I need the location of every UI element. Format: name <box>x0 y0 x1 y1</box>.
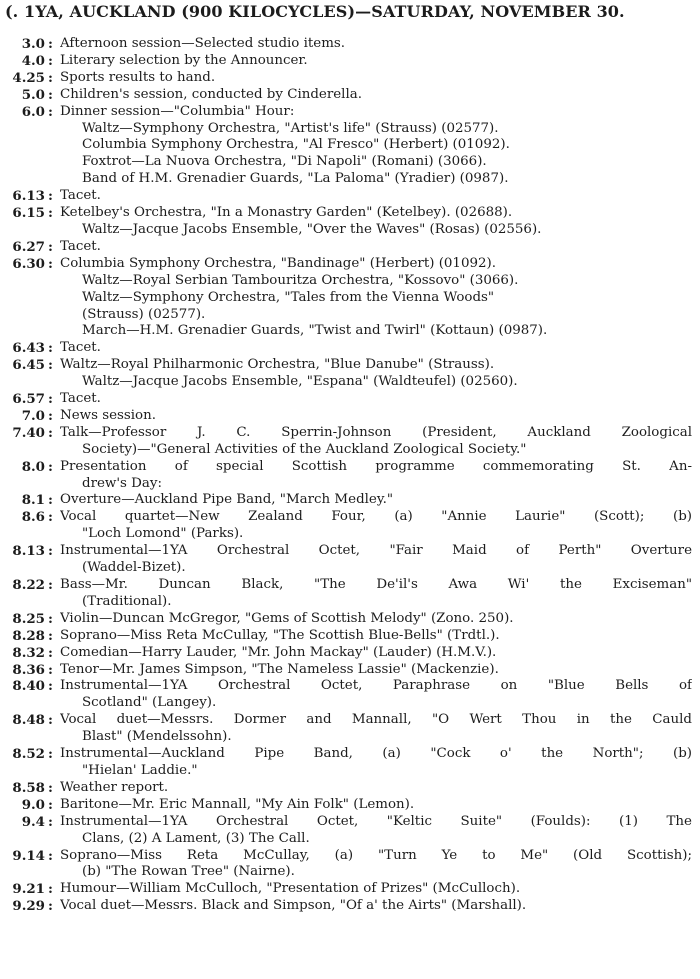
entry-time: 6.30 <box>12 255 45 272</box>
entry-separator: : <box>48 238 53 255</box>
entry-separator: : <box>48 424 53 441</box>
entry-time: 6.57 <box>12 391 45 408</box>
entry-description <box>60 814 700 848</box>
entry-time: 7.0 <box>21 407 45 424</box>
entry-description <box>60 662 700 679</box>
entry-line: Tacet. <box>60 238 101 254</box>
entry-separator: : <box>48 492 53 509</box>
entry-line: News session. <box>60 407 156 423</box>
entry-description <box>60 780 700 797</box>
entry-separator: : <box>48 69 53 86</box>
entry-line: Waltz—Jacque Jacobs Ensemble, "Over the Waves" (Rosas) (02556). <box>82 221 542 237</box>
entry-line: Presentation of special Scottish programme commemorating St. An- <box>60 458 692 474</box>
entry-separator: : <box>48 103 53 120</box>
entry-time: 6.13 <box>12 188 45 205</box>
programme-entry <box>0 712 700 746</box>
entry-line: Waltz—Symphony Orchestra, "Artist's life" (Strauss) (02577). <box>82 120 499 136</box>
programme-entry <box>0 239 700 256</box>
entry-line: Waltz—Symphony Orchestra, "Tales from the Vienna Woods" <box>82 289 495 305</box>
entry-separator: : <box>48 340 53 357</box>
entry-line: "Hielan' Laddie." <box>82 762 198 778</box>
programme-entry <box>0 36 700 53</box>
entry-line: Talk—Professor J. C. Sperrin-Johnson (President, Auckland Zoological <box>60 424 692 440</box>
programme-entry <box>0 205 700 239</box>
entry-line: Tenor—Mr. James Simpson, "The Nameless Lassie" (Mackenzie). <box>60 661 499 677</box>
entry-description <box>60 205 700 239</box>
entry-separator: : <box>48 509 53 526</box>
entry-description <box>60 70 700 87</box>
entry-line: Tacet. <box>60 340 101 356</box>
entry-separator: : <box>48 678 53 695</box>
programme-entry <box>0 425 700 459</box>
entry-description <box>60 509 700 543</box>
entry-separator: : <box>48 255 53 272</box>
programme-entry <box>0 797 700 814</box>
entry-line: Comedian—Harry Lauder, "Mr. John Mackay" (Lauder) (H.M.V.). <box>60 644 497 660</box>
programme-entry <box>0 53 700 70</box>
programme-entry <box>0 357 700 391</box>
programme-entry <box>0 662 700 679</box>
entry-line: Columbia Symphony Orchestra, "Bandinage" (Herbert) (01092). <box>60 255 496 271</box>
entry-separator: : <box>48 52 53 69</box>
entry-line: Vocal quartet—New Zealand Four, (a) "Annie Laurie" (Scott); (b) <box>60 509 692 525</box>
entry-line: Vocal duet—Messrs. Black and Simpson, "Of a' the Airts" (Marshall). <box>60 898 527 914</box>
entry-line: Instrumental—1YA Orchestral Octet, "Keltic Suite" (Foulds): (1) The <box>60 813 692 829</box>
entry-time: 8.13 <box>12 543 45 560</box>
programme-entry <box>0 543 700 577</box>
entry-time: 8.32 <box>12 644 45 661</box>
entry-time: 6.45 <box>12 357 45 374</box>
entry-description <box>60 459 700 493</box>
entry-time: 8.1 <box>21 492 45 509</box>
programme-entry <box>0 678 700 712</box>
entry-line: Sports results to hand. <box>60 69 216 85</box>
programme-entry <box>0 104 700 189</box>
entry-line: Waltz—Jacque Jacobs Ensemble, "Espana" (Waldteufel) (02560). <box>82 374 518 390</box>
entry-line: (b) "The Rowan Tree" (Nairne). <box>82 864 295 880</box>
entry-line: Tacet. <box>60 391 101 407</box>
entry-time: 9.4 <box>21 813 45 830</box>
entry-description <box>60 746 700 780</box>
entry-line: Overture—Auckland Pipe Band, "March Medley." <box>60 492 394 508</box>
entry-time: 6.15 <box>12 205 45 222</box>
entry-line: Columbia Symphony Orchestra, "Al Fresco" (Herbert) (01092). <box>82 137 510 153</box>
programme-entry <box>0 814 700 848</box>
programme-entry <box>0 391 700 408</box>
entry-line: Violin—Duncan McGregor, "Gems of Scottish Melody" (Zono. 250). <box>60 610 514 626</box>
entry-description <box>60 340 700 357</box>
entry-description <box>60 408 700 425</box>
entry-time: 6.43 <box>12 340 45 357</box>
entry-time: 3.0 <box>21 36 45 52</box>
programme-entry <box>0 340 700 357</box>
entry-line: Literary selection by the Announcer. <box>60 52 308 68</box>
entry-description <box>60 848 700 882</box>
entry-line: Blast" (Mendelssohn). <box>82 729 232 745</box>
programme-entry <box>0 408 700 425</box>
entry-time: 8.25 <box>12 610 45 627</box>
entry-separator: : <box>48 796 53 813</box>
entry-description <box>60 36 700 53</box>
entry-time: 7.40 <box>12 424 45 441</box>
entry-separator: : <box>48 577 53 593</box>
entry-line: Ketelbey's Orchestra, "In a Monastry Garden" (Ketelbey). (02688). <box>60 205 513 221</box>
entry-description <box>60 87 700 104</box>
entry-description <box>60 53 700 70</box>
entry-description <box>60 543 700 577</box>
entry-line: Clans, (2) A Lament, (3) The Call. <box>82 830 310 846</box>
entry-description <box>60 611 700 628</box>
entry-line: Soprano—Miss Reta McCullay, "The Scottish Blue-Bells" (Trdtl.). <box>60 627 500 643</box>
entry-description <box>60 104 700 189</box>
entry-line: Tacet. <box>60 188 101 204</box>
entry-line: Humour—William McCulloch, "Presentation of Prizes" (McCulloch). <box>60 881 521 897</box>
entry-time: 5.0 <box>21 86 45 103</box>
entry-description <box>60 645 700 662</box>
entry-description <box>60 577 700 611</box>
entry-description <box>60 628 700 645</box>
entry-line: Instrumental—1YA Orchestral Octet, "Fair Maid of Perth" Overture <box>60 543 692 559</box>
entry-line: (Strauss) (02577). <box>82 306 206 322</box>
entry-separator: : <box>48 746 53 763</box>
entry-time: 9.0 <box>21 796 45 813</box>
entry-description <box>60 256 700 341</box>
entry-description <box>60 239 700 256</box>
entry-time: 8.40 <box>12 678 45 695</box>
entry-time: 8.0 <box>21 458 45 475</box>
entry-separator: : <box>48 847 53 864</box>
entry-separator: : <box>48 391 53 408</box>
entry-separator: : <box>48 610 53 627</box>
entry-line: Instrumental—1YA Orchestral Octet, Paraphrase on "Blue Bells of <box>60 678 692 694</box>
programme-entry <box>0 256 700 341</box>
entry-separator: : <box>48 357 53 374</box>
entry-line: Afternoon session—Selected studio items. <box>60 36 346 51</box>
entry-separator: : <box>48 188 53 205</box>
entry-time: 8.6 <box>21 509 45 526</box>
entry-line: Society)—"General Activities of the Auckland Zoological Society." <box>82 441 527 457</box>
entry-line: Foxtrot—La Nuova Orchestra, "Di Napoli" (Romani) (3066). <box>82 154 487 170</box>
programme-entry <box>0 628 700 645</box>
programme-entry <box>0 746 700 780</box>
entry-description <box>60 357 700 391</box>
entry-line: drew's Day: <box>82 475 162 491</box>
station-header: (. 1YA, AUCKLAND (900 KILOCYCLES)—SATURDAY, NOVEMBER 30. <box>5 2 625 21</box>
entry-time: 4.0 <box>21 52 45 69</box>
programme-entry <box>0 70 700 87</box>
entry-line: (Traditional). <box>82 593 172 609</box>
entry-separator: : <box>48 86 53 103</box>
entry-line: Soprano—Miss Reta McCullay, (a) "Turn Ye to Me" (Old Scottish); <box>60 847 692 863</box>
entry-time: 8.36 <box>12 661 45 678</box>
entry-time: 9.21 <box>12 881 45 898</box>
entry-time: 9.14 <box>12 847 45 864</box>
programme-entry <box>0 509 700 543</box>
entry-time: 8.52 <box>12 746 45 763</box>
entry-separator: : <box>48 644 53 661</box>
entry-line: Dinner session—"Columbia" Hour: <box>60 103 295 119</box>
entry-line: Scotland" (Langey). <box>82 695 217 711</box>
entry-line: March—H.M. Grenadier Guards, "Twist and Twirl" (Kottaun) (0987). <box>82 323 548 339</box>
entry-description <box>60 188 700 205</box>
entry-separator: : <box>48 36 53 52</box>
programme-entry <box>0 848 700 882</box>
entry-time: 8.48 <box>12 712 45 729</box>
entry-separator: : <box>48 543 53 560</box>
entry-description <box>60 797 700 814</box>
entry-time: 4.25 <box>12 69 45 86</box>
entry-description <box>60 898 700 915</box>
programme-entry <box>0 611 700 628</box>
entry-time: 8.58 <box>12 779 45 796</box>
entry-description <box>60 712 700 746</box>
entry-separator: : <box>48 813 53 830</box>
entry-line: (Waddel-Bizet). <box>82 560 186 576</box>
entry-description <box>60 425 700 459</box>
entry-line: Bass—Mr. Duncan Black, "The De'il's Awa Wi' the Exciseman" <box>60 577 692 592</box>
entry-line: Instrumental—Auckland Pipe Band, (a) "Cock o' the North"; (b) <box>60 746 692 762</box>
entry-separator: : <box>48 458 53 475</box>
entry-separator: : <box>48 661 53 678</box>
programme-entry <box>0 188 700 205</box>
entry-description <box>60 881 700 898</box>
programme-entry <box>0 577 700 611</box>
entry-time: 6.27 <box>12 238 45 255</box>
entry-time: 8.22 <box>12 577 45 593</box>
entry-separator: : <box>48 205 53 222</box>
entry-line: Band of H.M. Grenadier Guards, "La Paloma" (Yradier) (0987). <box>82 171 509 187</box>
programme-entry <box>0 459 700 493</box>
programme-listing <box>0 36 700 915</box>
programme-entry <box>0 780 700 797</box>
programme-entry <box>0 898 700 915</box>
entry-description <box>60 678 700 712</box>
entry-line: Baritone—Mr. Eric Mannall, "My Ain Folk" (Lemon). <box>60 796 415 812</box>
entry-separator: : <box>48 898 53 915</box>
entry-description <box>60 492 700 509</box>
entry-line: Waltz—Royal Philharmonic Orchestra, "Blue Danube" (Strauss). <box>60 357 495 373</box>
entry-line: Vocal duet—Messrs. Dormer and Mannall, "O Wert Thou in the Cauld <box>60 712 692 728</box>
entry-line: Waltz—Royal Serbian Tambouritza Orchestra, "Kossovo" (3066). <box>82 272 519 288</box>
entry-line: Weather report. <box>60 779 169 795</box>
entry-separator: : <box>48 407 53 424</box>
entry-line: "Loch Lomond" (Parks). <box>82 526 244 542</box>
programme-entry <box>0 645 700 662</box>
entry-separator: : <box>48 881 53 898</box>
entry-time: 8.28 <box>12 627 45 644</box>
entry-description <box>60 391 700 408</box>
entry-separator: : <box>48 627 53 644</box>
programme-entry <box>0 881 700 898</box>
entry-line: Children's session, conducted by Cinderella. <box>60 86 362 102</box>
entry-separator: : <box>48 779 53 796</box>
programme-entry <box>0 492 700 509</box>
entry-time: 6.0 <box>21 103 45 120</box>
programme-entry <box>0 87 700 104</box>
entry-time: 9.29 <box>12 898 45 915</box>
entry-separator: : <box>48 712 53 729</box>
